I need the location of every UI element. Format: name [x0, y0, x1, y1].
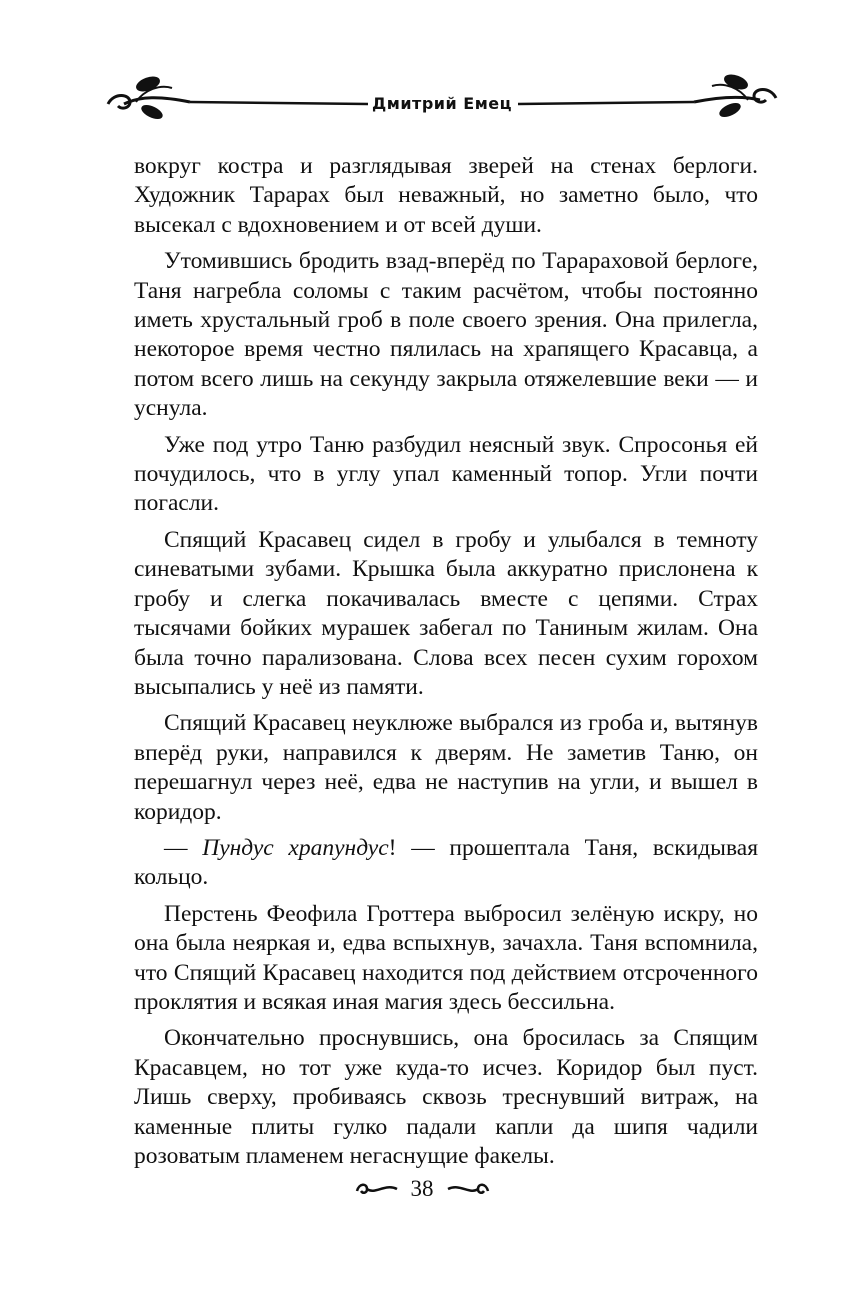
page-footer	[0, 1176, 844, 1220]
author-name: Дмитрий Емец	[372, 94, 512, 113]
paragraph-7: Перстень Феофила Гроттера выбросил зелёную искру, но она была неяркая и, едва вспыхнув, зачахла. Таня вспомнила, что Спящий Красавец находится под действием отсроченного проклятия и всякая иная магия здесь бессильна.	[134, 900, 758, 1015]
paragraph-2: Утомившись бродить взад-вперёд по Тарараховой берлоге, Таня нагребла соломы с таким расчётом, чтобы постоянно иметь хрустальный гроб в поле своего зрения. Она прилегла, некоторое время честно пялилась на храпящего Красавца, а потом всего лишь на секунду закрыла отяжелевшие веки — и уснула.	[134, 248, 758, 422]
paragraph-5: Спящий Красавец неуклюже выбрался из гроба и, вытянув вперёд руки, направился к дверям. Не заметив Таню, он перешагнул через неё, едва не наступив на угли, и вышел в коридор.	[134, 710, 758, 825]
right-swirl-ornament	[446, 1179, 490, 1199]
paragraph-4: Спящий Красавец сидел в гробу и улыбался в темноту синеватыми зубами. Крышка была аккуратно прислонена к гробу и слегка покачивалась вместе с цепями. Страх тысячами бойких мурашек забегал по Таниным жилам. Она была точно парализована. Слова всех песен сухим горохом высыпались у неё из памяти.	[134, 526, 758, 700]
body-text	[134, 152, 758, 1171]
paragraph-1: вокруг костра и разглядывая зверей на стенах берлоги. Художник Тарарах был неважный, но заметно было, что высекал с вдохновением и от всей души.	[134, 153, 758, 238]
spell-incantation: Пундус храпундус	[202, 834, 389, 861]
page-number: 38	[410, 1176, 434, 1201]
dialogue-rest: ! — прошептала Таня, вскидывая кольцо.	[134, 834, 758, 891]
running-header	[100, 66, 784, 136]
paragraph-8: Окончательно проснувшись, она бросилась за Спящим Красавцем, но тот уже куда-то исчез. Коридор был пуст. Лишь сверху, пробиваясь сквозь треснувший витраж, на каменные плиты гулко падали капли да шипя чадили розоватым пламенем негаснущие факелы.	[134, 1025, 758, 1169]
paragraph-3: Уже под утро Таню разбудил неясный звук. Спросонья ей почудилось, что в углу упал каменный топор. Угли почти погасли.	[134, 431, 758, 517]
dialogue-dash: —	[164, 834, 203, 861]
paragraph-6-dialogue	[134, 834, 758, 893]
left-swirl-ornament	[355, 1179, 399, 1199]
